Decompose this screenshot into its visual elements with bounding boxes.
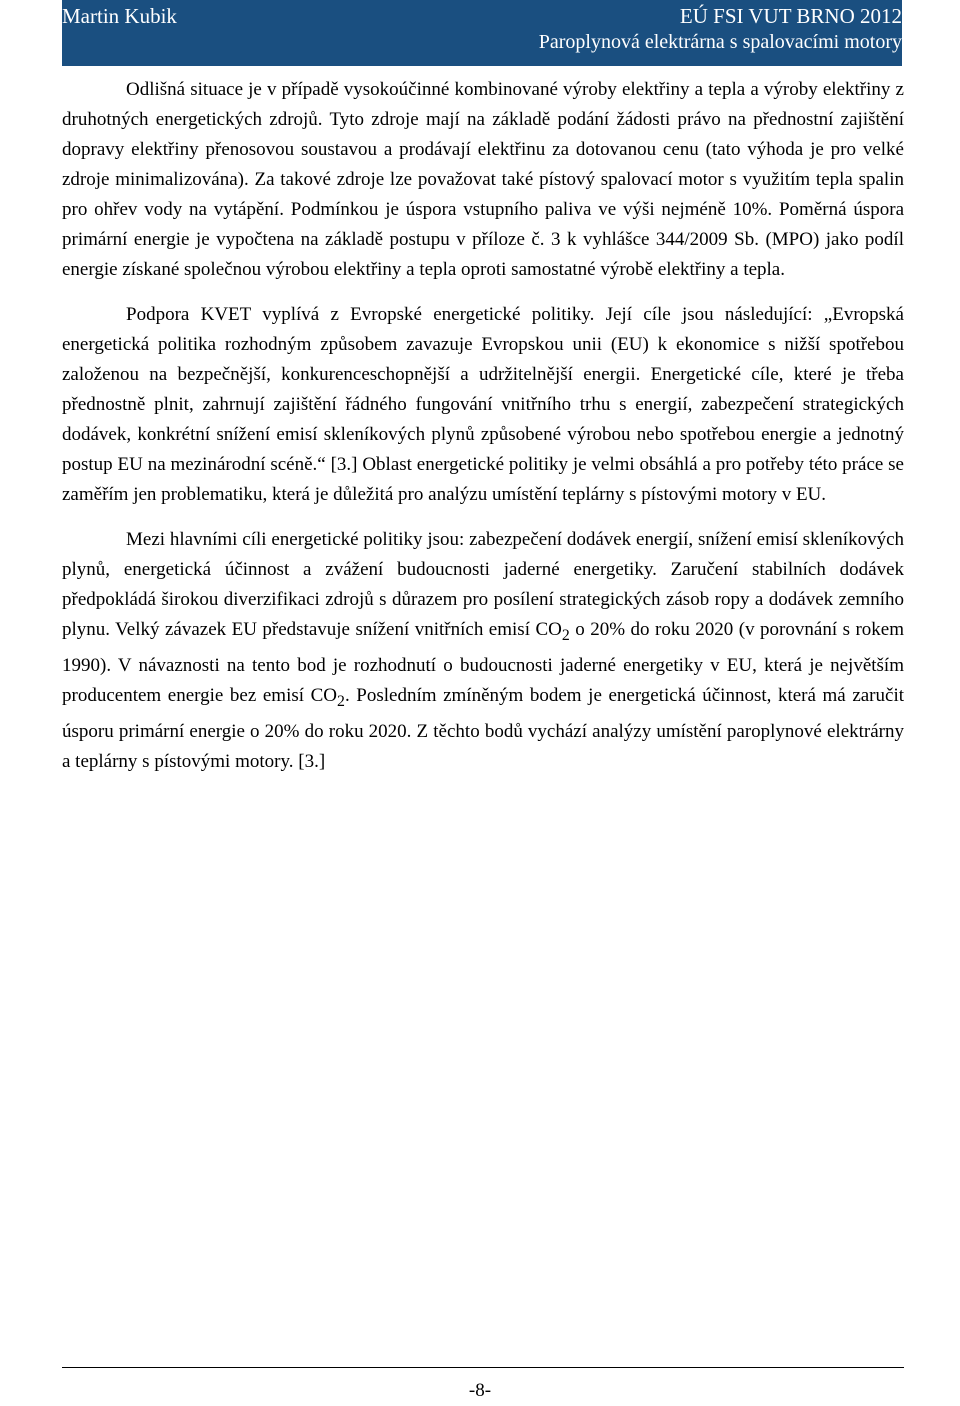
paragraph-3-part-1: Mezi hlavními cíli energetické politiky jsou: zabezpečení dodávek energií, snížení emisí skleníkových plynů, energetická účinnost a zvážení budoucnosti jaderné energetiky. Zaručení stabilních dodávek předpokládá širokou diverzifikaci zdrojů s důrazem pro posílení strategických zásob ropy a dodávek zemního plynu. Velký závazek EU představuje snížení vnitřních emisí CO bbox=[62, 529, 904, 640]
header-author: Martin Kubik bbox=[62, 4, 177, 28]
paragraph-3-part-3: . Posledním zmíněným bodem je energetická účinnost, která má zaručit úsporu primární energie o 20% do roku 2020. Z těchto bodů vychází analýzy umístění paroplynové elektrárny a teplárny s pístovými motory. [3.] bbox=[62, 684, 905, 772]
footer-divider bbox=[62, 1367, 904, 1368]
co2-subscript-2: 2 bbox=[337, 692, 345, 710]
page-number: -8- bbox=[468, 1380, 492, 1401]
header-title: Paroplynová elektrárna s spalovacími motory bbox=[538, 31, 902, 53]
header-institution: EÚ FSI VUT BRNO 2012 bbox=[679, 4, 902, 28]
paragraph-2: Podpora KVET vyplívá z Evropské energetické politiky. Její cíle jsou následující: „Evropská energetická politika rozhodným způsobem zavazuje Evropskou unii (EU) k ekonomice s nižší spotřebou založenou na bezpečnější, konkurenceschopnější a udržitelnější energii. Energetické cíle, které je třeba přednostně plnit, zahrnují zajištění řádného fungování vnitřního trhu s energií, zabezpečení strategických dodávek, konkrétní snížení emisí skleníkových plynů způsobené výrobou nebo spotřebou energie a jednotný postup EU na mezinárodní scéně.“ [3.] Oblast energetické politiky je velmi obsáhlá a pro potřeby této práce se zaměřím jen problematiku, která je důležitá pro analýzu umístění teplárny s pístovými motory v EU. bbox=[62, 304, 904, 505]
co2-subscript-1: 2 bbox=[561, 626, 570, 644]
paragraph-1: Odlišná situace je v případě vysokoúčinné kombinované výroby elektřiny a tepla a výroby elektřiny z druhotných energetických zdrojů. Tyto zdroje mají na základě podání žádosti právo na přednostní zajištění dopravy elektřiny přenosovou soustavou a prodávají elektřinu za dotovanou cenu (tato výhoda je pro velké zdroje minimalizována). Za takové zdroje lze považovat také pístový spalovací motor s využitím tepla spalin pro ohřev vody na vytápění. Podmínkou je úspora vstupního paliva ve výši nejméně 10%. Poměrná úspora primární energie je vypočtena na základě postupu v příloze č. 3 k vyhlášce 344/2009 Sb. (MPO) jako podíl energie získané společnou výrobou elektřiny a tepla oproti samostatné výrobě elektřiny a tepla. bbox=[62, 79, 904, 280]
paragraph-3 bbox=[62, 525, 904, 777]
page-header bbox=[62, 0, 902, 66]
document-body bbox=[62, 75, 904, 777]
paragraph-3-part-2: o 20% do roku 2020 (v porovnání s rokem 1990). V návaznosti na tento bod je rozhodnutí o budoucnosti jaderné energetiky v EU, která je největším producentem energie bez emisí CO bbox=[62, 619, 904, 706]
